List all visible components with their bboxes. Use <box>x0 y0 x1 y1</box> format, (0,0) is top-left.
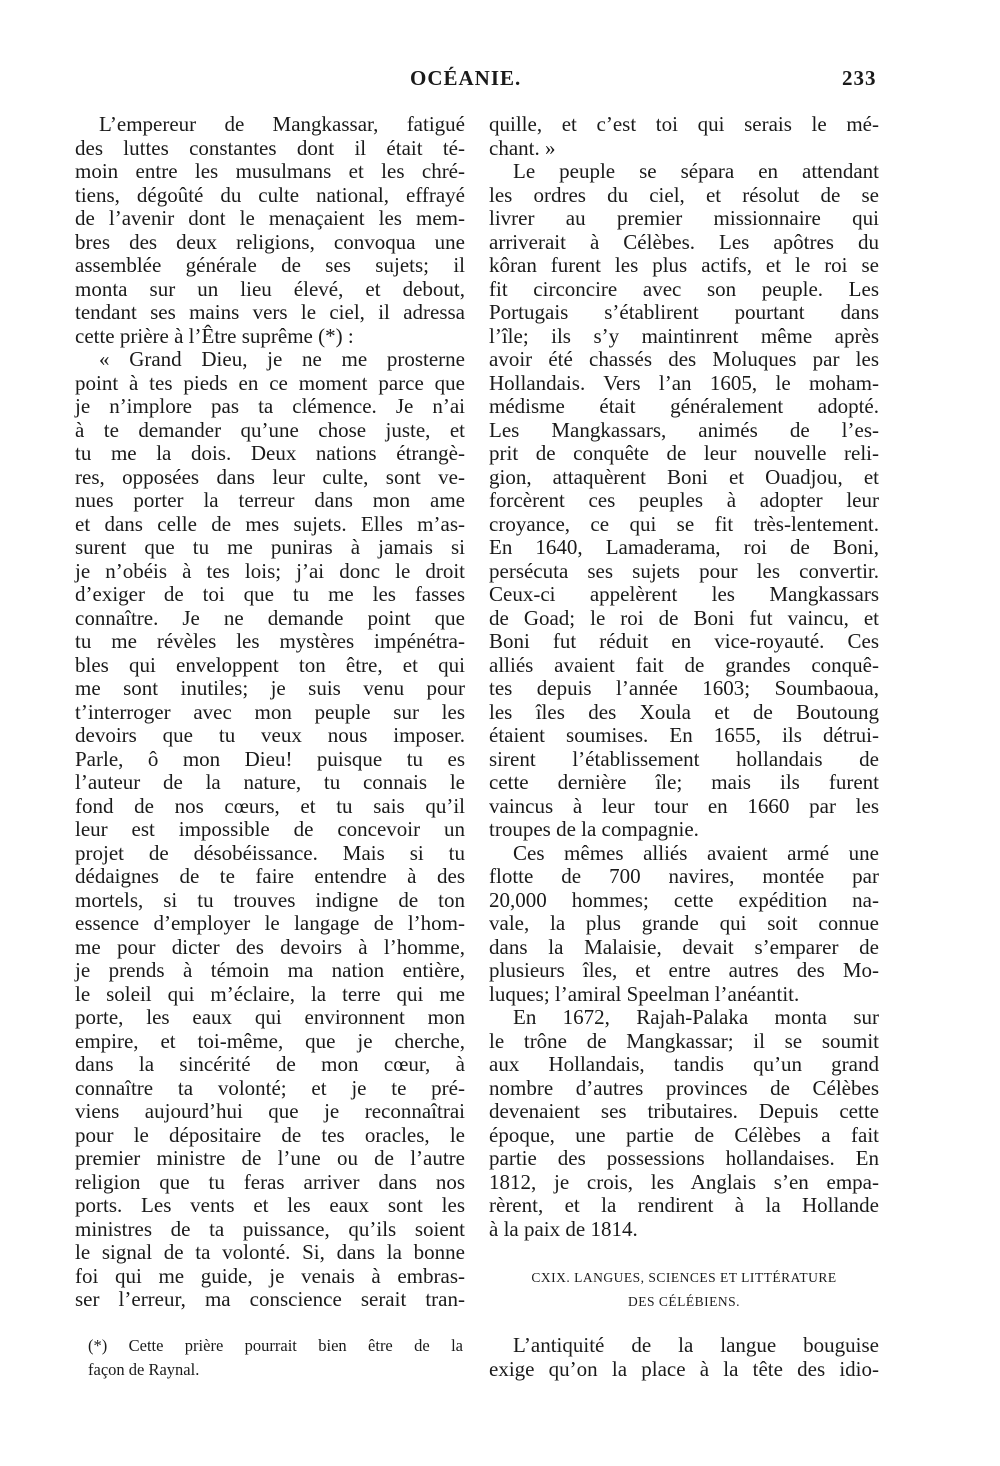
left-column <box>75 113 465 1312</box>
text-line: Boni fut réduit en vice-royauté. Ces <box>489 629 879 653</box>
text-line: bres des deux religions, convoqua une <box>75 229 465 254</box>
text-line: En 1640, Lamaderama, roi de Boni, <box>489 535 879 559</box>
text-line: à te demander qu’une chose juste, et <box>75 417 465 442</box>
text-line: nues porter la terreur dans mon ame <box>75 488 465 512</box>
text-line: L’antiquité de la langue bouguise <box>513 1333 879 1357</box>
text-line: porte, les eaux qui environnent mon <box>75 1005 465 1029</box>
text-line: le signal de ta volonté. Si, dans la bonne <box>75 1240 465 1264</box>
text-line: me sont inutiles; je suis venu pour <box>75 676 465 700</box>
text-line: des luttes constantes dont il était té- <box>75 135 465 160</box>
text-line: de Goad; le roi de Boni fut vaincu, et <box>489 605 879 630</box>
text-line: exige qu’on la place à la tête des idio- <box>489 1357 879 1381</box>
text-line: d’exiger de toi que tu me les fasses <box>75 582 465 606</box>
text-line: à la paix de 1814. <box>489 1216 638 1241</box>
text-line: fit circoncire avec son peuple. Les <box>489 276 879 301</box>
text-line: En 1672, Rajah-Palaka monta sur <box>513 1005 879 1029</box>
text-line: surent que tu me puniras à jamais si <box>75 535 465 559</box>
text-line: de l’avenir dont le menaçaient les mem- <box>75 206 465 230</box>
text-line: les îles des Xoula et de Boutoung <box>489 699 879 724</box>
text-line: essence d’employer le langage de l’hom- <box>75 911 465 935</box>
text-line: alliés avaient fait de grandes conquê- <box>489 652 879 677</box>
text-line: forcèrent ces peuples à adopter leur <box>489 488 879 512</box>
text-line: gion, attaquèrent Boni et Ouadjou, et <box>489 464 879 489</box>
text-line: quille, et c’est toi qui serais le mé- <box>489 112 879 136</box>
text-line: je n’implore pas ta clémence. Je n’ai <box>75 394 465 418</box>
text-line: cette dernière île; mais ils furent <box>489 770 879 794</box>
text-line: moin entre les musulmans et les chré- <box>75 159 465 183</box>
text-line: leur est impossible de concevoir un <box>75 817 465 841</box>
text-line: cette prière à l’Être suprême (*) : <box>75 323 354 348</box>
text-line: le trône de Mangkassar; il se soumit <box>489 1028 879 1053</box>
text-line: sirent l’établissement hollandais de <box>489 746 879 771</box>
footnote <box>88 1334 463 1382</box>
text-line: projet de désobéissance. Mais si tu <box>75 840 465 865</box>
text-line: Les Mangkassars, animés de l’es- <box>489 417 879 442</box>
text-line: croyance, ce qui se fit très-lentement. <box>489 511 879 536</box>
running-header-title: OCÉANIE. <box>410 66 522 90</box>
text-line: Parle, ô mon Dieu! puisque tu es <box>75 746 465 771</box>
text-line: ports. Les vents et les eaux sont les <box>75 1193 465 1217</box>
text-line: point à tes pieds en ce moment parce que <box>75 370 465 395</box>
text-line: je prends à témoin ma nation entière, <box>75 958 465 982</box>
text-line: l’auteur de la nature, tu connais le <box>75 770 465 794</box>
text-line: l’île; ils s’y maintinrent même après <box>489 323 879 348</box>
section-heading <box>489 1267 879 1314</box>
text-line: empire, et toi-même, que je cherche, <box>75 1028 465 1053</box>
text-line: devenaient ses tributaires. Depuis cette <box>489 1099 879 1123</box>
text-line: tendant ses mains vers le ciel, il adressa <box>75 300 465 324</box>
text-line: vaincus à leur tour en 1660 par les <box>489 793 879 818</box>
text-line: dédaignes de te faire entendre à des <box>75 864 465 888</box>
text-line: avoir été chassés des Moluques par les <box>489 347 879 371</box>
text-line: Portugais s’établirent pourtant dans <box>489 300 879 324</box>
text-line: aux Hollandais, tandis qu’un grand <box>489 1052 879 1076</box>
text-line: pour le dépositaire de tes oracles, le <box>75 1122 465 1147</box>
section-heading-line: DES CÉLÉBIENS. <box>627 1293 740 1309</box>
text-line: « Grand Dieu, je ne me prosterne <box>99 347 465 371</box>
text-line: flotte de 700 navires, montée par <box>489 864 879 888</box>
text-line: kôran furent les plus actifs, et le roi se <box>489 253 879 277</box>
text-line: troupes de la compagnie. <box>489 817 699 841</box>
text-line: 20,000 hommes; cette expédition na- <box>489 887 879 912</box>
text-line: luques; l’amiral Speelman l’anéantit. <box>489 981 800 1006</box>
text-line: L’empereur de Mangkassar, fatigué <box>99 112 465 136</box>
text-line: je n’obéis à tes lois; j’ai donc le droit <box>75 558 465 583</box>
text-line: viens aujourd’hui que je reconnaîtrai <box>75 1099 465 1123</box>
text-line: partie des possessions hollandaises. En <box>489 1146 879 1170</box>
text-line: mortels, si tu trouves indigne de ton <box>75 887 465 912</box>
text-line: et dans celle de mes sujets. Elles m’as- <box>75 511 465 536</box>
footnote-line: (*) Cette prière pourrait bien être de la <box>88 1336 463 1355</box>
footnote-line: façon de Raynal. <box>88 1360 200 1379</box>
text-line: connaître. Je ne demande point que <box>75 605 465 630</box>
text-line: dans la sincérité de mon cœur, à <box>75 1052 465 1076</box>
text-line: dans la Malaisie, devait s’emparer de <box>489 934 879 959</box>
text-line: tu me révèles les mystères impénétra- <box>75 629 465 653</box>
text-line: Ceux-ci appelèrent les Mangkassars <box>489 582 879 606</box>
text-line: tu me la dois. Deux nations étrangè- <box>75 441 465 465</box>
text-line: persécuta ses sujets pour les convertir. <box>489 558 879 583</box>
text-line: livrer au premier missionnaire qui <box>489 206 879 230</box>
text-line: connaître ta volonté; et je te pré- <box>75 1075 465 1100</box>
text-line: le soleil qui m’éclaire, la terre qui me <box>75 981 465 1006</box>
right-column <box>489 113 879 1241</box>
text-line: Le peuple se sépara en attendant <box>513 159 879 183</box>
text-line: chant. » <box>489 135 556 160</box>
text-line: étaient soumises. En 1655, ils détrui- <box>489 723 879 747</box>
text-line: les ordres du ciel, et résolut de se <box>489 182 879 207</box>
text-line: Hollandais. Vers l’an 1605, le moham- <box>489 370 879 395</box>
text-line: religion que tu feras arriver dans nos <box>75 1169 465 1194</box>
text-line: rèrent, et la rendirent à la Hollande <box>489 1193 879 1217</box>
text-line: Ces mêmes alliés avaient armé une <box>513 840 879 865</box>
text-line: nombre d’autres provinces de Célèbes <box>489 1075 879 1100</box>
text-line: ministres de ta puissance, qu’ils soient <box>75 1216 465 1241</box>
text-line: bles qui enveloppent ton être, et qui <box>75 652 465 677</box>
text-line: médisme était généralement adopté. <box>489 394 879 418</box>
text-line: tiens, dégoûté du culte national, effrayé <box>75 182 465 207</box>
text-line: devoirs que tu veux nous imposer. <box>75 723 465 747</box>
text-line: 1812, je crois, les Anglais s’en empa- <box>489 1169 879 1194</box>
text-line: premier ministre de l’une ou de l’autre <box>75 1146 465 1170</box>
text-line: res, opposées dans leur culte, sont ve- <box>75 464 465 489</box>
text-line: arriverait à Célèbes. Les apôtres du <box>489 229 879 254</box>
section-heading-line: CXIX. LANGUES, SCIENCES ET LITTÉRATURE <box>531 1270 837 1285</box>
text-line: foi qui me guide, je venais à embras- <box>75 1263 465 1288</box>
text-line: plusieurs îles, et entre autres des Mo- <box>489 958 879 982</box>
text-line: époque, une partie de Célèbes a fait <box>489 1122 879 1147</box>
text-line: ser l’erreur, ma conscience serait tran- <box>75 1287 465 1311</box>
text-line: vale, la plus grande qui soit connue <box>489 911 879 935</box>
text-line: me pour dicter des devoirs à l’homme, <box>75 934 465 959</box>
text-line: t’interroger avec mon peuple sur les <box>75 699 465 724</box>
text-line: monta sur un lieu élevé, et debout, <box>75 276 465 301</box>
section-body <box>489 1333 879 1381</box>
text-line: prit de conquête de leur nouvelle reli- <box>489 441 879 465</box>
text-line: tes depuis l’année 1603; Soumbaoua, <box>489 676 879 700</box>
text-line: fond de nos cœurs, et tu sais qu’il <box>75 793 465 818</box>
text-line: assemblée générale de ses sujets; il <box>75 253 465 277</box>
page-number: 233 <box>842 66 877 90</box>
